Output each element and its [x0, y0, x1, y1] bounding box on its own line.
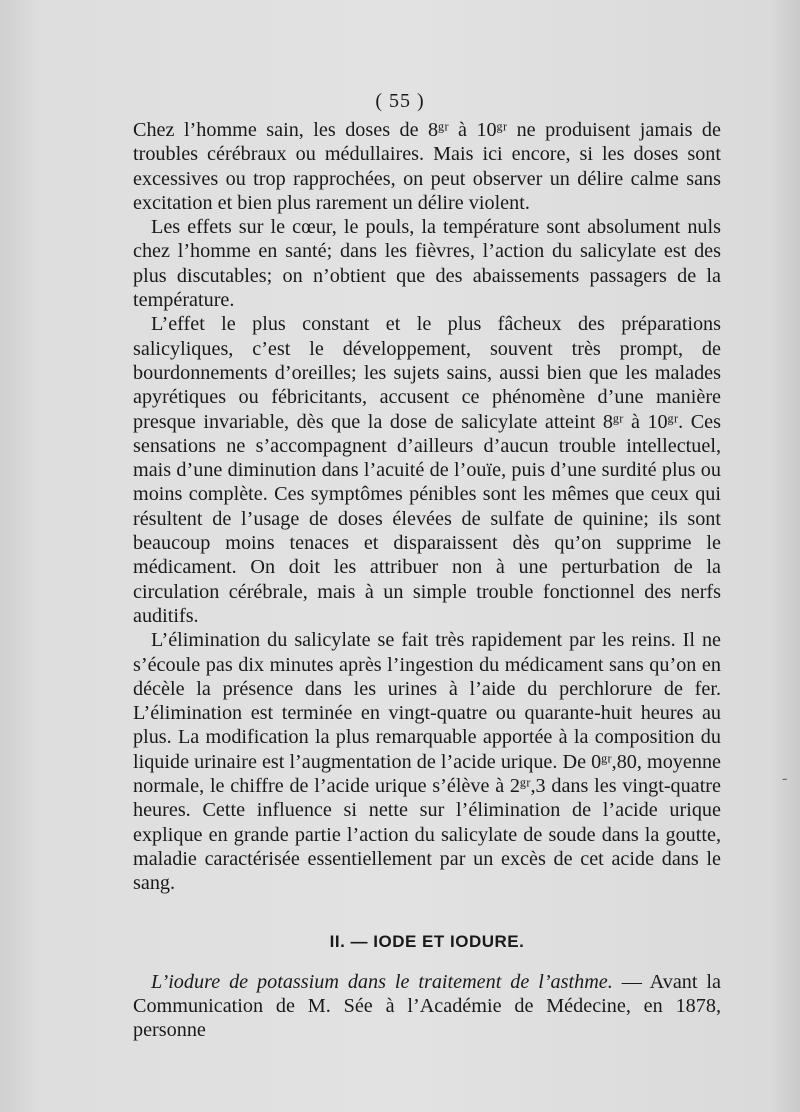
paragraph-subtitle: L’iodure de potassium dans le traitement de l’asthme.: [151, 970, 613, 993]
page-number: ( 55 ): [375, 90, 425, 112]
section-heading: II. — IODE ET IODURE.: [329, 931, 525, 951]
paragraph-iodure-text: — Avant la Communication de M. Sée à l’Académie de Médecine, en 1878, personne: [133, 970, 721, 1042]
margin-mark: -: [782, 770, 788, 787]
paragraph-elimination: L’élimination du salicylate se fait très rapidement par les reins. Il ne s’écoule pas dix minutes après l’ingestion du médicament sans qu’on en décèle la présence dans les urines à l’aide du perchlorure de fer. L’élimination est terminée en vingt-quatre ou quarante-huit heures au plus. La modification la plus remarquable apportée à la composition du liquide urinaire est l’augmentation de l’acide urique. De 0ᵍʳ,80, moyenne normale, le chiffre de l’acide urique s’élève à 2ᵍʳ,3 dans les vingt-quatre heures. Cette influence si nette sur l’élimination de l’acide urique explique en grande partie l’action du salicylate de soude dans la goutte, maladie caractérisée essentiellement par un excès de cet acide dans le sang.: [133, 629, 721, 895]
paragraph-doses: Chez l’homme sain, les doses de 8ᵍʳ à 10ᵍʳ ne produisent jamais de troubles cérébraux ou médullaires. Mais ici encore, si les doses sont excessives ou trop rapprochées, on peut observer un délire calme sans excitation et bien plus rarement un délire violent.: [133, 119, 721, 214]
paragraph-bourdonnements: L’effet le plus constant et le plus fâcheux des préparations salicyliques, c’est le développement, souvent très prompt, de bourdonnements d’oreilles; les sujets sains, aussi bien que les malades apyrétiques ou fébricitants, accusent ce phénomène d’une manière presque invariable, dès que la dose de salicylate atteint 8ᵍʳ à 10ᵍʳ. Ces sensations ne s’accompagnent d’ailleurs d’aucun trouble intellectuel, mais d’une diminution dans l’acuité de l’ouïe, puis d’une surdité plus ou moins complète. Ces symptômes pénibles sont les mêmes que ceux qui résultent de l’usage de doses élevées de sulfate de quinine; ils sont beaucoup moins tenaces et disparaissent dès qu’on supprime le médicament. On doit les attribuer non à une perturbation de la circulation cérébrale, mais à un simple trouble fonctionnel des nerfs auditifs.: [133, 313, 721, 627]
paragraph-iodure: [133, 970, 721, 1043]
paragraph-effets-coeur: Les effets sur le cœur, le pouls, la température sont absolument nuls chez l’homme en santé; dans les fièvres, l’action du salicylate est des plus discutables; on n’obtient que des abaissements passagers de la température.: [133, 216, 721, 312]
body-text: [133, 118, 721, 1043]
